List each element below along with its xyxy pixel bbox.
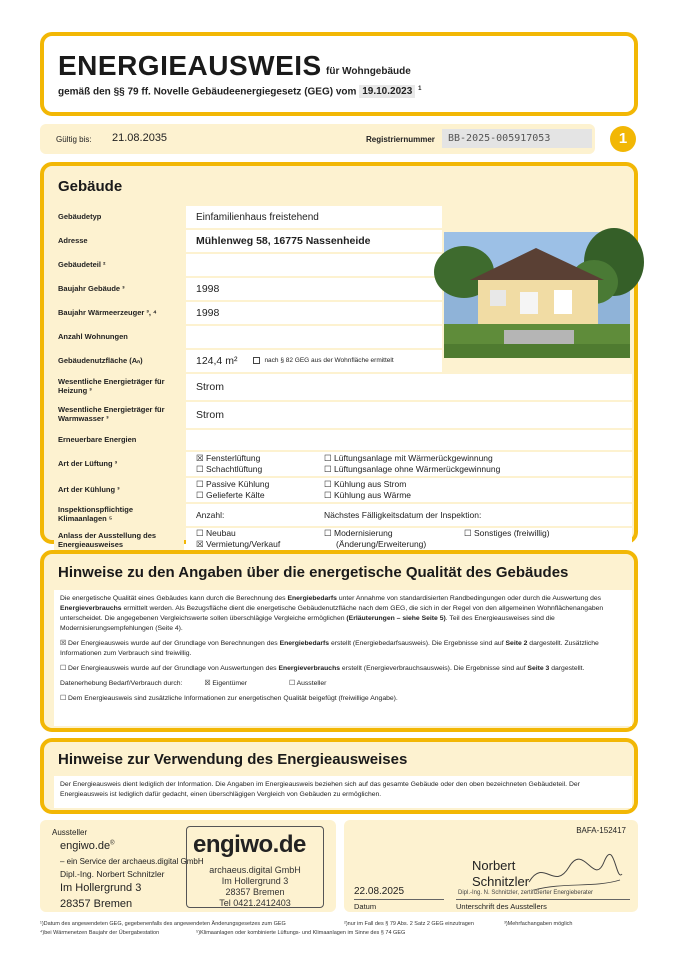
row-inspection: Inspektionspflichtige Klimaanlagen ⁵ Anzahl: Nächstes Fälligkeitsdatum der Inspektion: xyxy=(54,504,632,526)
usage-notes-body: Der Energieausweis dient lediglich der Information. Die Angaben im Energieausweis beziehen sich auf das gesamte Gebäude oder den oben bezeichneten Gebäudeteil. Der Energieausweis ist lediglich dafür gedacht, einen überschlägigen Vergleich von Gebäuden zu ermöglichen. xyxy=(54,776,632,808)
consumption-certificate-checkbox[interactable]: ☐ xyxy=(60,665,67,672)
issuer-name: engiwo.de® xyxy=(60,840,115,852)
valid-until-label: Gültig bis: xyxy=(56,135,92,144)
row-energy-heating: Wesentliche Energieträger für Heizung ³ Strom xyxy=(54,374,632,400)
demand-certificate-checkbox[interactable]: ☒ xyxy=(60,640,67,647)
building-photo xyxy=(444,232,630,358)
document-subtitle: gemäß den §§ 79 ff. Novelle Gebäudeenergiegesetz (GEG) vom 19.10.2023 $^1$ xyxy=(58,86,422,98)
usage-notes-title: Hinweise zur Verwendung des Energieausweises xyxy=(58,751,408,768)
row-year-building: Baujahr Gebäude ³ 1998 xyxy=(54,278,472,300)
page-number-badge: 1 xyxy=(610,126,636,152)
signature-line xyxy=(456,899,630,900)
ventilation-shaft-checkbox[interactable]: ☐ xyxy=(196,464,204,474)
date-label: Datum xyxy=(354,902,377,911)
validity-bar xyxy=(40,124,595,154)
footnote-1: ¹)Datum des angewendeten GEG, gegebenenfalls des angewendeten Änderungsgesetzes zum GEG xyxy=(40,921,286,927)
reason-other-checkbox[interactable]: ☐ xyxy=(464,528,472,538)
cooling-heat-checkbox[interactable]: ☐ xyxy=(324,490,332,500)
issuer-person: Dipl.-Ing. Norbert Schnitzler xyxy=(60,869,165,879)
footnote-3: ³)Mehrfachangaben möglich xyxy=(504,921,573,927)
building-section xyxy=(40,162,638,549)
bafa-number: BAFA-152417 xyxy=(576,826,626,835)
row-reason: Anlass der Ausstellung des Energieausweises ☐ Neubau ☒ Vermietung/Verkauf ☐ Modernisierung (Änderung/Erweiterung) ☐ Sonstiges (freiwillig) xyxy=(54,528,632,554)
data-issuer-checkbox[interactable]: ☐ xyxy=(288,680,296,687)
cooling-electric-checkbox[interactable]: ☐ xyxy=(324,479,332,489)
additional-info-checkbox[interactable]: ☐ xyxy=(60,695,67,702)
document-title: ENERGIEAUSWEIS xyxy=(58,50,322,81)
quality-notes-section xyxy=(40,550,638,732)
signature-label: Unterschrift des Ausstellers xyxy=(456,902,547,911)
data-owner-checkbox[interactable]: ☒ xyxy=(204,680,211,687)
row-ventilation: Art der Lüftung ³ ☒ Fensterlüftung ☐ Schachtlüftung ☐ Lüftungsanlage mit Wärmerückgewinnung ☐ Lüftungsanlage ohne Wärmerückgewinnung xyxy=(54,452,632,476)
stamp-logo: engiwo.de xyxy=(193,831,306,858)
issuer-street: Im Hollergrund 3 xyxy=(60,882,142,894)
footnote-2: ²)nur im Fall des § 79 Abs. 2 Satz 2 GEG einzutragen xyxy=(344,921,474,927)
row-floor-area: Gebäudenutzfläche (Aₙ) 124,4 m² nach § 82 GEG aus der Wohnfläche ermittelt xyxy=(54,350,472,372)
quality-notes-paragraph-2: ☒ Der Energieausweis wurde auf der Grundlage von Berechnungen des Energiebedarfs erstellt (Energiebedarfsausweis). Die Ergebnisse sind auf Seite 2 dargestellt. Zusätzliche Informationen zum Verbrauch sind freiwillig. xyxy=(60,640,599,657)
data-collection-line: Datenerhebung Bedarf/Verbrauch durch: ☒ Eigentümer ☐ Aussteller xyxy=(60,680,327,687)
row-energy-water: Wesentliche Energieträger für Warmwasser ³ Strom xyxy=(54,402,632,428)
footnotes xyxy=(40,920,638,938)
ventilation-without-recovery-checkbox[interactable]: ☐ xyxy=(324,464,332,474)
ventilation-with-recovery-checkbox[interactable]: ☐ xyxy=(324,453,332,463)
cooling-delivered-checkbox[interactable]: ☐ xyxy=(196,490,204,500)
cooling-passive-checkbox[interactable]: ☐ xyxy=(196,479,204,489)
reason-rent-sale-checkbox[interactable]: ☒ xyxy=(196,539,204,549)
signature-date: 22.08.2025 xyxy=(354,886,405,897)
signature-box xyxy=(344,820,638,912)
issuer-city: 28357 Bremen xyxy=(60,898,133,910)
additional-info-line: ☐ Dem Energieausweis sind zusätzliche Informationen zur energetischen Qualität beigefügt (freiwillige Angabe). xyxy=(60,695,398,702)
quality-notes-title: Hinweise zu den Angaben über die energetische Qualität des Gebäudes xyxy=(58,564,569,581)
signer-title: Dipl.-Ing. N. Schnitzler, zertifizierter Energieberater xyxy=(458,890,594,896)
quality-notes-body xyxy=(54,590,632,726)
building-section-title: Gebäude xyxy=(58,178,123,195)
title-box xyxy=(40,32,638,116)
issuer-label: Aussteller xyxy=(52,828,88,837)
registry-number: BB-2025-005917053 xyxy=(442,129,592,148)
area-checkbox[interactable] xyxy=(253,357,260,364)
ventilation-window-checkbox[interactable]: ☒ xyxy=(196,453,204,463)
usage-notes-section xyxy=(40,738,638,814)
quality-notes-paragraph-3: ☐ Der Energieausweis wurde auf der Grundlage von Auswertungen des Energieverbrauchs erstellt (Energieverbrauchsausweis). Die Ergebnisse sind auf Seite 3 dargestellt. xyxy=(60,665,585,672)
quality-notes-paragraph-1: Die energetische Qualität eines Gebäudes kann durch die Berechnung des Energiebedarfs unter Annahme von standardisierten Randbedingungen oder durch die Auswertung des Energieverbrauchs ermittelt werden. Als Bezugsfläche dient die energetische Gebäudenutzfläche nach dem GEG, die sich in der Regel von den allgemeinen Wohnflächenangaben unterscheidet. Die angegebenen Vergleichswerte sollen überschlägige Vergleiche ermöglichen (Erläuterungen – siehe Seite 5). Teil des Energieausweises sind die Modernisierungsempfehlungen (Seite 4). xyxy=(60,595,604,632)
company-stamp: engiwo.de archaeus.digital GmbH Im Hollergrund 3 28357 Bremen Tel 0421.2412403 xyxy=(186,826,324,908)
registry-label: Registriernummer xyxy=(366,135,435,144)
row-building-type: Gebäudetyp Einfamilienhaus freistehend xyxy=(54,206,472,228)
valid-until-date: 21.08.2035 xyxy=(112,132,168,144)
row-cooling: Art der Kühlung ³ ☐ Passive Kühlung ☐ Gelieferte Kälte ☐ Kühlung aus Strom ☐ Kühlung aus Wärme xyxy=(54,478,632,502)
floor-area-value: 124,4 m² xyxy=(196,355,238,367)
reason-modernisation-checkbox[interactable]: ☐ xyxy=(324,528,332,538)
row-year-heater: Baujahr Wärmeerzeuger ³, ⁴ 1998 xyxy=(54,302,472,324)
row-building-part: Gebäudeteil ² xyxy=(54,254,472,276)
row-address: Adresse Mühlenweg 58, 16775 Nassenheide xyxy=(54,230,472,252)
footnote-4: ⁴)bei Wärmenetzen Baujahr der Übergabestation xyxy=(40,930,160,936)
issuer-service: – ein Service der archaeus.digital GmbH xyxy=(60,857,204,866)
reason-new-build-checkbox[interactable]: ☐ xyxy=(196,528,204,538)
date-line xyxy=(354,899,444,900)
row-renewables: Erneuerbare Energien xyxy=(54,430,632,450)
signature-name: Norbert Schnitzler xyxy=(472,858,530,889)
law-date: 19.10.2023 xyxy=(359,85,415,98)
footnote-5: ⁵)Klimaanlagen oder kombinierte Lüftungs- und Klimaanlagen im Sinne des § 74 GEG xyxy=(196,930,406,936)
inspection-count-label: Anzahl: xyxy=(196,510,225,520)
issuer-box xyxy=(40,820,336,912)
document-title-suffix: für Wohngebäude xyxy=(326,66,411,77)
row-units: Anzahl Wohnungen xyxy=(54,326,472,348)
inspection-due-label: Nächstes Fälligkeitsdatum der Inspektion: xyxy=(324,510,482,520)
